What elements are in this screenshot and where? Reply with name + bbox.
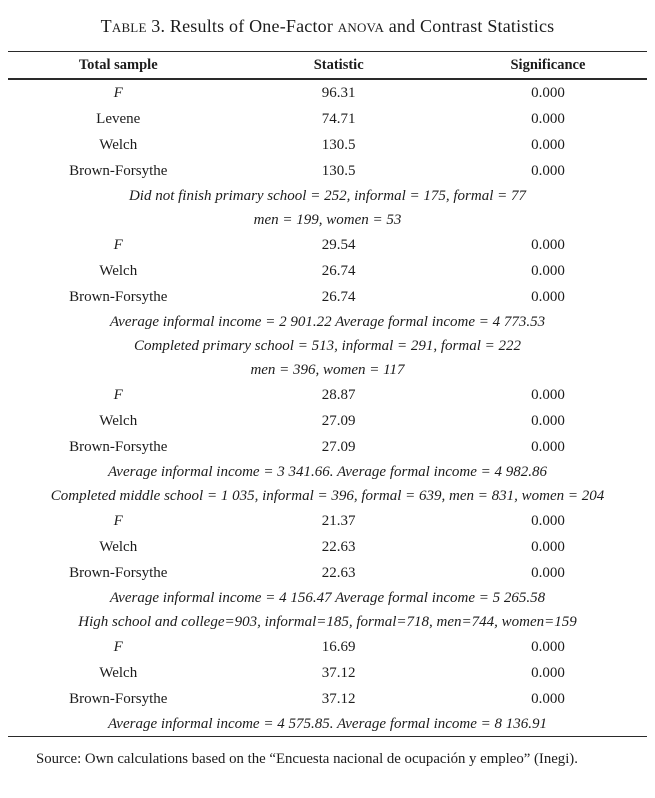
significance-cell: 0.000 [531,690,565,707]
column-header-statistic: Statistic [313,56,364,73]
table-row [8,434,647,460]
statistic-cell: 26.74 [321,288,356,305]
table-title-label: Table 3. [100,16,166,36]
test-name-cell: Welch [99,136,138,153]
section-average-note: Average informal income = 4 156.47 Average formal income = 5 265.58 [109,590,546,606]
significance-cell: 0.000 [531,386,565,403]
test-name-cell: F [113,236,123,253]
column-header-significance: Significance [510,56,586,73]
table-row [8,80,647,106]
test-name-cell: F [113,512,123,529]
table-row [8,106,647,132]
section-average-note: Average informal income = 2 901.22 Average formal income = 4 773.53 [109,314,546,330]
test-name-cell: Brown-Forsythe [69,288,168,305]
table-row [8,560,647,586]
table-title [0,0,655,39]
table-row [8,258,647,284]
table-row [8,686,647,712]
section-average-note: Average informal income = 3 341.66. Average formal income = 4 982.86 [107,464,548,480]
table-header-row [8,52,647,78]
statistic-cell: 22.63 [321,564,356,581]
statistic-cell: 21.37 [321,512,356,529]
significance-cell: 0.000 [531,236,565,253]
statistic-cell: 27.09 [321,412,356,429]
section-group-note: Completed primary school = 513, informal = 291, formal = 222 [133,338,522,354]
table-row [8,158,647,184]
section-group-note: men = 199, women = 53 [253,212,402,228]
test-name-cell: Brown-Forsythe [69,438,168,455]
significance-cell: 0.000 [531,412,565,429]
test-name-cell: F [113,638,123,655]
significance-cell: 0.000 [531,110,565,127]
significance-cell: 0.000 [531,638,565,655]
table-row [8,534,647,560]
test-name-cell: Welch [99,412,138,429]
significance-cell: 0.000 [531,538,565,555]
statistic-cell: 130.5 [321,162,356,179]
section-group-note: High school and college=903, informal=185, formal=718, men=744, women=159 [78,614,577,630]
table-row [8,284,647,310]
test-name-cell: Brown-Forsythe [69,690,168,707]
significance-cell: 0.000 [531,162,565,179]
test-name-cell: Levene [96,110,141,127]
table-title-mid: Results of One-Factor [165,16,338,36]
statistic-cell: 27.09 [321,438,356,455]
statistic-cell: 26.74 [321,262,356,279]
table-bottom-rule [8,736,647,737]
test-name-cell: Welch [99,538,138,555]
test-name-cell: F [113,84,123,101]
section-group-note: Did not finish primary school = 252, informal = 175, formal = 77 [128,188,527,204]
statistic-cell: 37.12 [321,664,356,681]
table-row [8,232,647,258]
significance-cell: 0.000 [531,288,565,305]
statistic-cell: 74.71 [321,110,356,127]
statistic-cell: 28.87 [321,386,356,403]
significance-cell: 0.000 [531,512,565,529]
statistic-cell: 29.54 [321,236,356,253]
test-name-cell: Brown-Forsythe [69,162,168,179]
statistic-cell: 22.63 [321,538,356,555]
table-title-tail: and Contrast Statistics [384,16,555,36]
results-table [8,51,647,737]
statistic-cell: 16.69 [321,638,356,655]
section-group-note: Completed middle school = 1 035, informal = 396, formal = 639, men = 831, women = 204 [50,488,605,504]
test-name-cell: Brown-Forsythe [69,564,168,581]
test-name-cell: F [113,386,123,403]
table-row [8,660,647,686]
table-row [8,634,647,660]
statistic-cell: 37.12 [321,690,356,707]
source-note: Source: Own calculations based on the “Encuesta nacional de ocupación y empleo” (Inegi). [36,751,578,767]
table-row [8,132,647,158]
anova-acronym: anova [337,16,385,36]
test-name-cell: Welch [99,664,138,681]
test-name-cell: Welch [99,262,138,279]
statistic-cell: 130.5 [321,136,356,153]
section-average-note: Average informal income = 4 575.85. Average formal income = 8 136.91 [107,716,548,732]
significance-cell: 0.000 [531,438,565,455]
significance-cell: 0.000 [531,136,565,153]
table-row [8,508,647,534]
significance-cell: 0.000 [531,664,565,681]
table-row [8,408,647,434]
statistic-cell: 96.31 [321,84,356,101]
significance-cell: 0.000 [531,262,565,279]
table-row [8,382,647,408]
significance-cell: 0.000 [531,84,565,101]
column-header-total-sample: Total sample [78,56,158,73]
table-body [8,80,647,736]
section-group-note: men = 396, women = 117 [250,362,405,378]
significance-cell: 0.000 [531,564,565,581]
